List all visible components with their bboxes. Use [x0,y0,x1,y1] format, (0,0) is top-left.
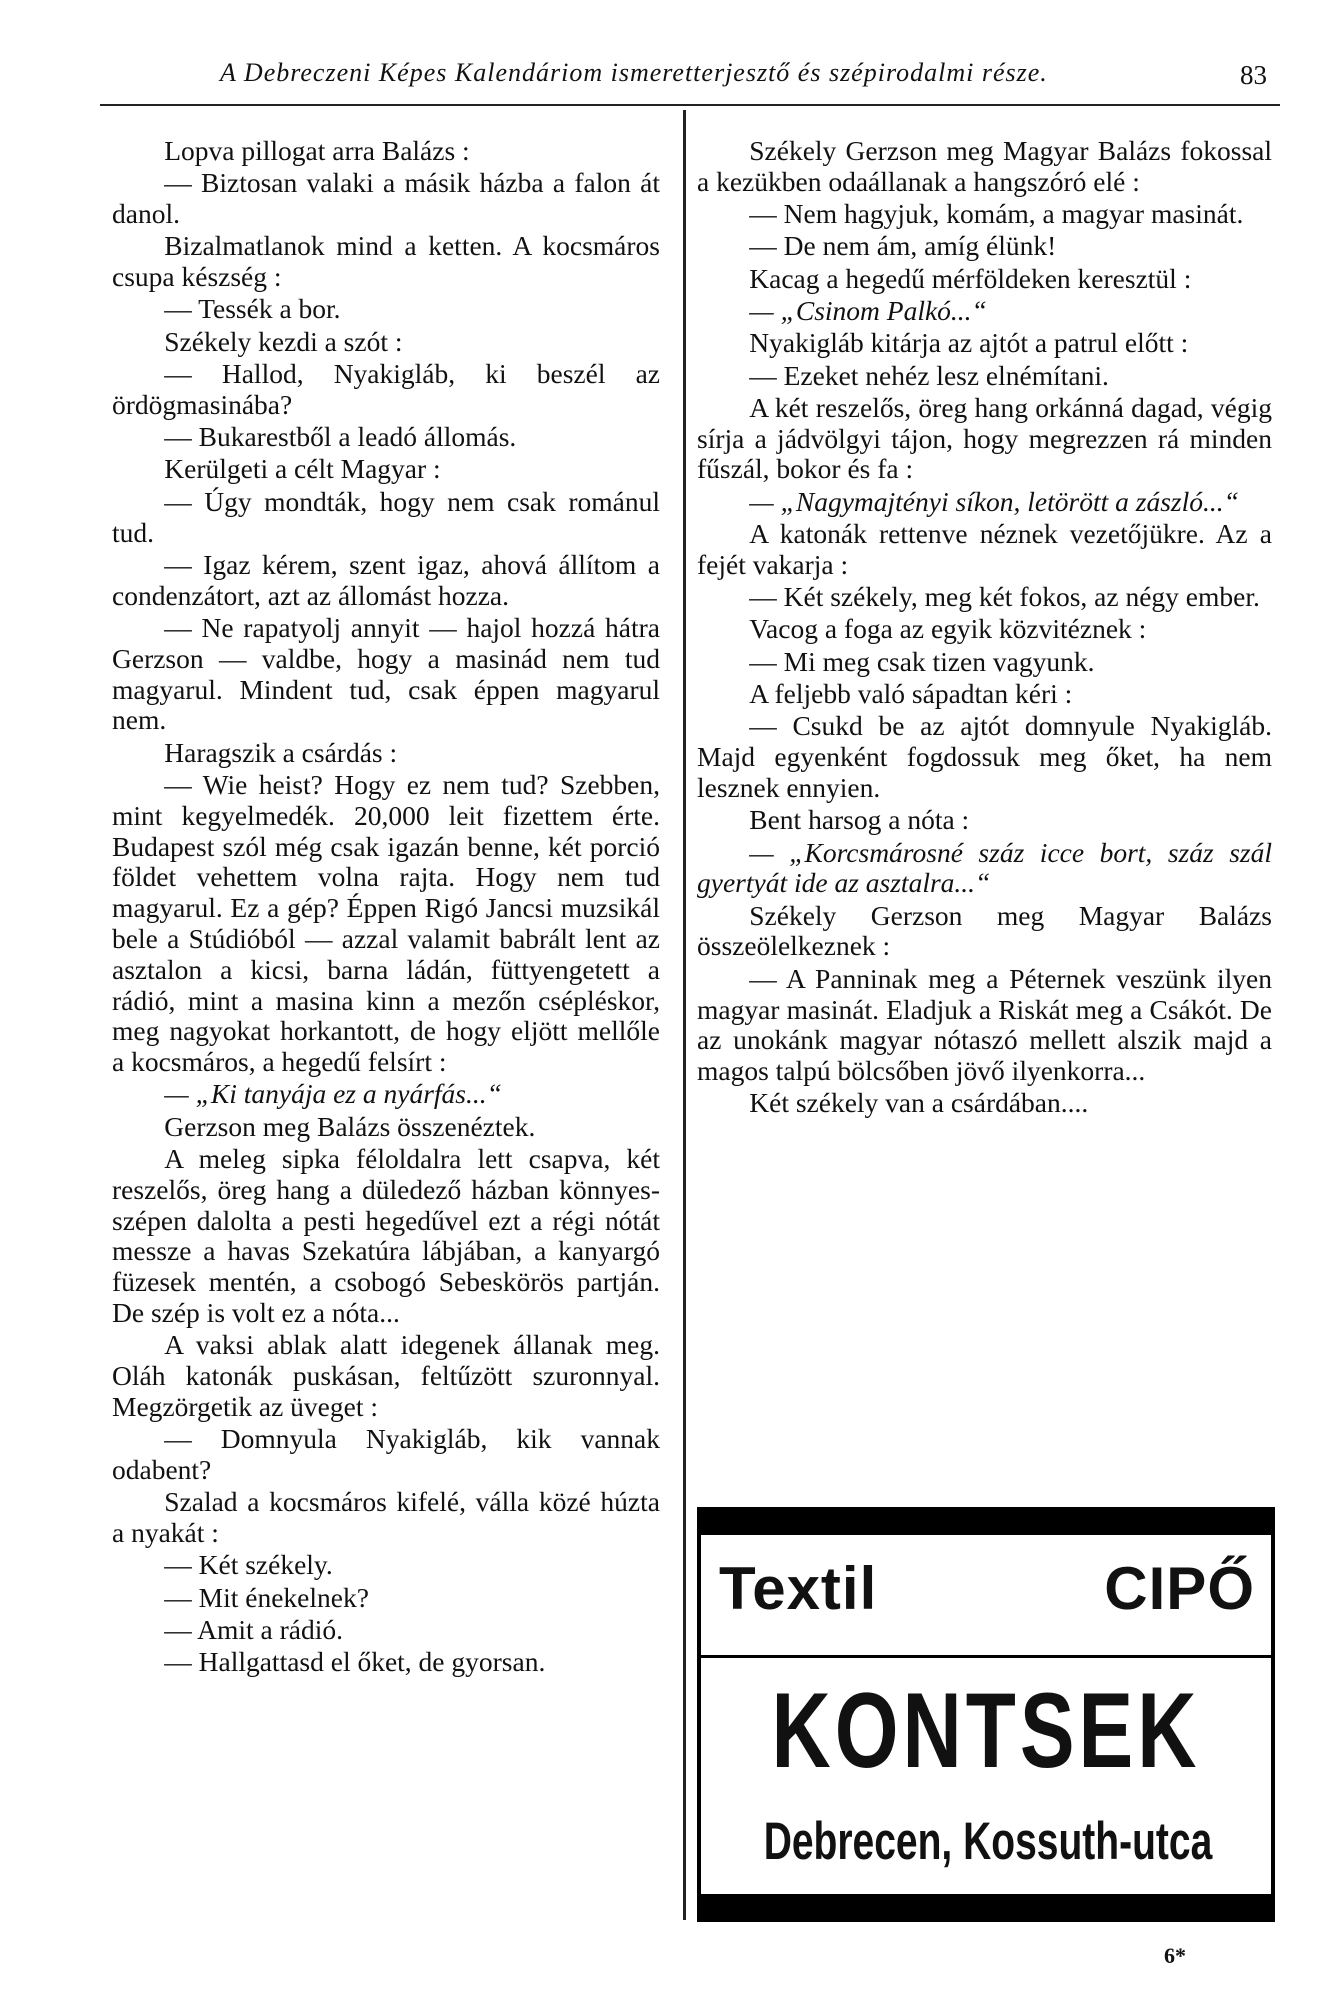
paragraph: Bizalmatlanok mind a ketten. A kocsmáros csupa készség : [112,230,660,293]
paragraph: Lopva pillogat arra Balázs : [164,135,470,166]
paragraph: A vaksi ablak alatt idegenek állanak meg. Oláh katonák puskásan, feltűzött szuronnyal. Megzörgetik az üveget : [112,1329,660,1422]
paragraph: Vacog a foga az egyik közvitéznek : [749,613,1147,645]
paragraph: — Ezeket nehéz lesz elnémítani. [749,359,1109,391]
header-title: A Debreczeni Képes Kalendáriom ismeretterjesztő és szépirodalmi része. [220,58,1048,87]
paragraph: — „Nagymajtényi síkon, letörött a zászló...“ [749,485,1239,517]
left-column [112,136,660,1680]
paragraph: — Igaz kérem, szent igaz, ahová állítom a condenzátort, azt az állomást hozza. [112,548,660,611]
paragraph: — Ne rapatyolj annyit — hajol hozzá hátra Gerzson — valdbe, hogy a masinád nem tud magyarul. Mindent tud, csak éppen magyarul nem. [112,611,660,736]
paragraph: — Biztosan valaki a másik házba a falon át danol. [112,167,660,230]
paragraph: A két reszelős, öreg hang orkánná dagad, végig sírja a jádvölgyi tájon, hogy megrezzen rá minden fűszál, bokor és fa : [697,391,1272,485]
ad-address: Debrecen, Kossuth-utca [763,1813,1213,1872]
paragraph: — Nem hagyjuk, komám, a magyar masinát. [749,198,1244,230]
paragraph: — Mi meg csak tizen vagyunk. [749,645,1095,677]
paragraph: Nyakigláb kitárja az ajtót a patrul előtt : [749,327,1189,359]
paragraph: — Mit énekelnek? [164,1581,369,1613]
running-header [0,58,1341,98]
ad-rule [701,1655,1271,1658]
signature-mark: 6* [1164,1943,1186,1968]
paragraph: — Hallgattasd el őket, de gyorsan. [164,1646,546,1678]
paragraph: — Domnyula Nyakigláb, kik vannak odabent? [112,1423,660,1485]
ad-left-word: Textil [719,1554,878,1622]
paragraph: — Bukarestből a leadó állomás. [164,421,517,453]
right-column [697,136,1272,1121]
ad-top-bar [701,1507,1271,1535]
paragraph: — De nem ám, amíg élünk! [749,230,1057,262]
paragraph: A meleg sipka féloldalra lett csapva, két reszelős, öreg hang a düledező házban könnyes-szépen dalolta a pesti hegedűvel ezt a régi nótát messze a havas Szekatúra lábjában, a kanyargó füzesek mentén, a csobogó Sebeskörös partján. De szép is volt ez a nóta... [112,1143,660,1328]
paragraph: — „Csinom Palkó...“ [749,294,987,326]
ad-product-line [719,1553,1255,1623]
ad-company-name: KONTSEK [771,1672,1201,1791]
paragraph: — „Ki tanyája ez a nyárfás...“ [164,1078,502,1110]
paragraph: Gerzson meg Balázs összenéztek. [164,1110,536,1142]
ad-right-word: CIPŐ [1104,1554,1255,1622]
paragraph: Szalad a kocsmáros kifelé, válla közé húzta a nyakát : [112,1486,660,1549]
paragraph: Székely Gerzson meg Magyar Balázs összeölelkeznek : [697,899,1272,962]
column-divider [683,110,686,1920]
header-rule [100,104,1280,106]
paragraph: — Amit a rádió. [164,1613,343,1645]
paragraph: — Úgy mondták, hogy nem csak románul tud. [112,485,660,548]
paragraph: Két székely van a csárdában.... [749,1087,1089,1119]
paragraph: Székely Gerzson meg Magyar Balázs fokossal a kezükben odaállanak a hangszóró elé : [697,135,1272,197]
paragraph: — Hallod, Nyakigláb, ki beszél az ördögmasinába? [112,358,660,420]
advertisement [697,1507,1275,1922]
paragraph: Kacag a hegedű mérföldeken keresztül : [749,262,1192,294]
ad-bottom-bar [701,1894,1271,1922]
paragraph: — Két székely, meg két fokos, az négy ember. [749,581,1260,613]
paragraph: — Wie heist? Hogy ez nem tud? Szebben, mint kegyelmedék. 20,000 leit fizettem érte. Budapest szól még csak igazán benne, két porció földet vehettem volna rajta. Hogy nem tud magyarul. Ez a gép? Éppen Rigó Jancsi muzsikál bele a Stúdióból — azzal valamit babrált lent az asztalon a kicsi, barna ládán, füttyengetett a rádió, mint a masina kinn a mezőn csépléskor, meg nagyokat horkantott, de hogy eljött mellőle a kocsmáros, a hegedű felsírt : [112,768,660,1078]
paragraph: — Tessék a bor. [164,293,341,325]
paragraph: Székely kezdi a szót : [164,325,403,357]
paragraph: — „Korcsmárosné száz icce bort, száz szál gyertyát ide az asztalra...“ [697,836,1272,899]
paragraph: Kerülgeti a célt Magyar : [164,453,441,485]
paragraph: — Két székely. [164,1549,333,1581]
paragraph: — A Panninak meg a Péternek veszünk ilyen magyar masinát. Eladjuk a Riskát meg a Csákót. De az unokánk magyar nótaszó mellett alszik majd a magos talpú bölcsőben jövő ilyenkorra... [697,962,1272,1087]
paragraph: — Csukd be az ajtót domnyule Nyakigláb. Majd egyenként fogdossuk meg őket, ha nem lesznek ennyien. [697,710,1272,803]
paragraph: A katonák rettenve néznek vezetőjükre. Az a fejét vakarja : [697,518,1272,580]
paragraph: A feljebb való sápadtan kéri : [749,678,1073,710]
page-number: 83 [1240,60,1267,90]
paragraph: Haragszik a csárdás : [164,736,398,768]
paragraph: Bent harsog a nóta : [749,804,970,836]
